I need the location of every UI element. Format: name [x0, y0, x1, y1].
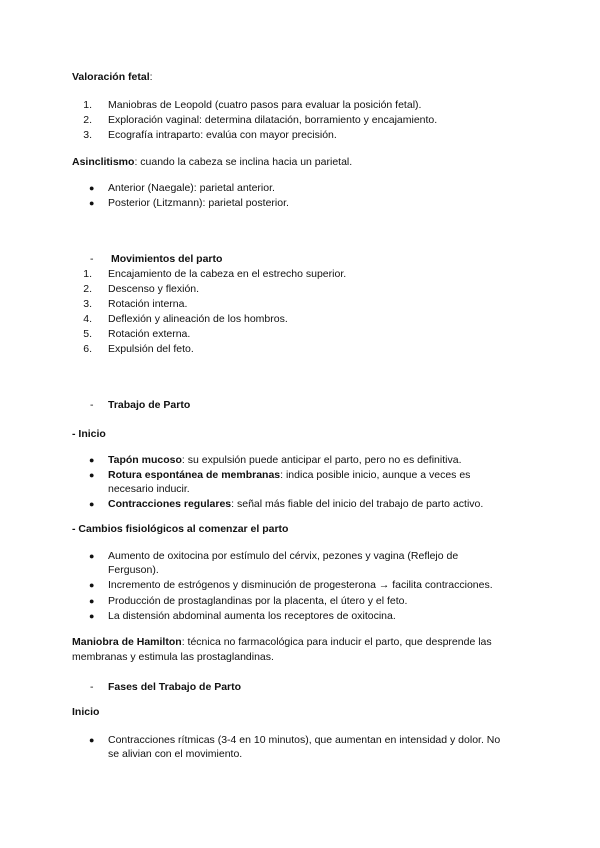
list-item-continuation: necesario inducir. — [108, 483, 190, 495]
list-item: Expulsión del feto. — [108, 343, 194, 355]
list-number: 3. — [83, 298, 92, 310]
bullet-icon: ● — [89, 198, 95, 208]
list-number: 6. — [83, 343, 92, 355]
section-inicio2-heading: Inicio — [72, 706, 100, 718]
list-item: Exploración vaginal: determina dilatación, borramiento y encajamiento. — [108, 114, 438, 126]
list-item: Descenso y flexión. — [108, 283, 200, 295]
section-trabajo-heading: Trabajo de Parto — [108, 399, 191, 411]
list-number: 2. — [83, 114, 92, 126]
list-item: Contracciones regulares: señal más fiable del inicio del trabajo de parto activo. — [108, 498, 484, 510]
section-fases-heading: Fases del Trabajo de Parto — [108, 681, 242, 693]
list-item: Maniobras de Leopold (cuatro pasos para evaluar la posición fetal). — [108, 99, 422, 111]
dash-marker: - — [90, 681, 94, 693]
list-item-continuation: Ferguson). — [108, 564, 159, 576]
section-movimientos-heading: Movimientos del parto — [111, 253, 223, 265]
list-item: Contracciones rítmicas (3-4 en 10 minutos), que aumentan en intensidad y dolor. No — [108, 734, 501, 746]
section-inicio-heading: - Inicio — [72, 428, 106, 440]
bullet-icon: ● — [89, 455, 95, 465]
dash-marker: - — [90, 399, 94, 411]
bullet-icon: ● — [89, 470, 95, 480]
bullet-icon: ● — [89, 611, 95, 621]
list-number: 1. — [83, 268, 92, 280]
list-number: 1. — [83, 99, 92, 111]
list-item: Deflexión y alineación de los hombros. — [108, 313, 288, 325]
list-number: 4. — [83, 313, 92, 325]
list-item: Anterior (Naegale): parietal anterior. — [108, 182, 275, 194]
list-item: La distensión abdominal aumenta los receptores de oxitocina. — [108, 610, 396, 622]
list-item: Rotación externa. — [108, 328, 191, 340]
list-item: Rotura espontánea de membranas: indica posible inicio, aunque a veces es — [108, 469, 471, 481]
bullet-icon: ● — [89, 735, 95, 745]
list-item: Incremento de estrógenos y disminución de progesterona → facilita contracciones. — [108, 579, 493, 591]
section-cambios-heading: - Cambios fisiológicos al comenzar el parto — [72, 523, 289, 535]
bullet-icon: ● — [89, 183, 95, 193]
list-number: 5. — [83, 328, 92, 340]
bullet-icon: ● — [89, 596, 95, 606]
dash-marker: - — [90, 253, 94, 265]
list-number: 3. — [83, 129, 92, 141]
list-item: Producción de prostaglandinas por la placenta, el útero y el feto. — [108, 595, 408, 607]
list-number: 2. — [83, 283, 92, 295]
list-item-continuation: se alivian con el movimiento. — [108, 748, 243, 760]
list-item: Aumento de oxitocina por estímulo del cérvix, pezones y vagina (Reflejo de — [108, 550, 459, 562]
bullet-icon: ● — [89, 580, 95, 590]
bullet-icon: ● — [89, 551, 95, 561]
list-item: Posterior (Litzmann): parietal posterior. — [108, 197, 289, 209]
hamilton-continuation: membranas y estimula las prostaglandinas. — [72, 651, 274, 663]
list-item: Ecografía intraparto: evalúa con mayor precisión. — [108, 129, 337, 141]
asinclitismo-definition: Asinclitismo: cuando la cabeza se inclina hacia un parietal. — [72, 156, 353, 168]
list-item: Tapón mucoso: su expulsión puede anticipar el parto, pero no es definitiva. — [108, 454, 462, 466]
section-valoracion-heading: Valoración fetal: — [72, 71, 153, 83]
list-item: Encajamiento de la cabeza en el estrecho superior. — [108, 268, 347, 280]
hamilton-definition: Maniobra de Hamilton: técnica no farmacológica para inducir el parto, que desprende las — [72, 636, 492, 648]
bullet-icon: ● — [89, 499, 95, 509]
list-item: Rotación interna. — [108, 298, 188, 310]
